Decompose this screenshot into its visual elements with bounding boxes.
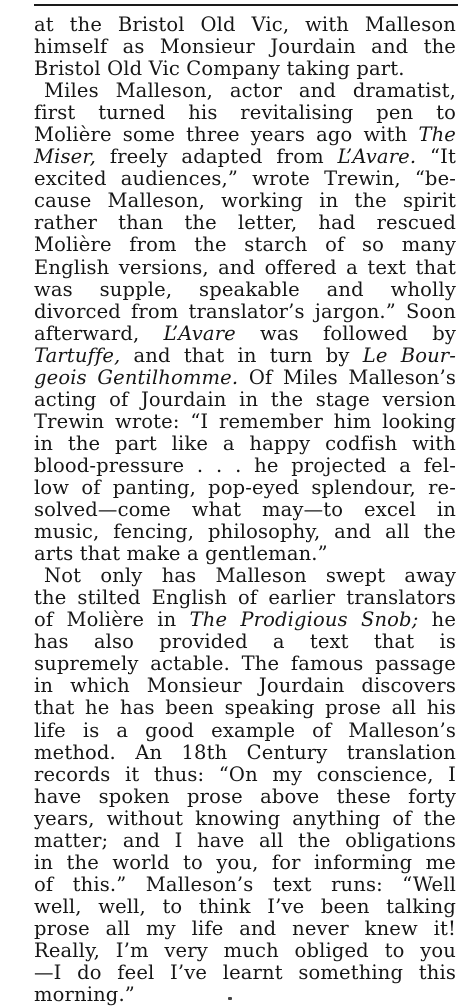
text-line [34,940,456,962]
text-line [34,345,456,367]
text-line [34,984,456,1006]
body-text: Not only has Malleson swept away [44,564,456,588]
print-speck [228,997,232,1000]
body-text: blood-pressure . . . he projected a fel- [34,453,456,477]
body-text: years, without knowing anything of the [34,806,456,830]
body-text: Molière some three years ago with [34,123,419,147]
body-text: rather than the letter, had rescued [34,211,456,235]
body-text: supremely actable. The famous passage [34,652,456,676]
text-line [34,367,456,389]
body-text: method. An 18th Century translation [34,740,456,764]
body-text: Bristol Old Vic Company taking part. [34,57,405,81]
body-text: arts that make a gentleman.” [34,542,328,566]
column-top-rule [34,4,458,6]
body-text: divorced from translator’s jargon.” Soon [34,299,456,323]
text-line [34,477,456,499]
body-text: life is a good example of Malleson’s [34,718,456,742]
body-text: Trewin wrote: “I remember him looking [34,409,456,433]
text-line [34,653,456,675]
text-line [34,852,456,874]
text-line [34,609,456,631]
italic-title-text: The Prodigious Snob; [189,608,419,632]
text-line [34,234,456,256]
body-text: the stilted English of earlier translators [34,586,456,610]
text-line [34,675,456,697]
text-line [34,543,456,565]
paragraph-p2 [34,80,456,565]
text-line [34,301,456,323]
text-line [34,808,456,830]
paragraph-p1 [34,14,456,80]
text-line [34,411,456,433]
italic-title-text: L’Avare [163,321,236,345]
text-line [34,168,456,190]
text-line [34,433,456,455]
text-line [34,499,456,521]
text-line [34,102,456,124]
body-text: music, fencing, philosophy, and all the [34,520,456,544]
body-text: matter; and I have all the obligations [34,828,456,852]
body-text: cause Malleson, working in the spirit [34,189,456,213]
body-text: Molière from the starch of so many [34,233,456,257]
text-line [34,565,456,587]
italic-title-text: Le Bour- [362,343,457,367]
italic-title-text: geois Gentilhomme. [34,365,239,389]
text-line [34,58,456,80]
text-line [34,830,456,852]
text-line [34,896,456,918]
text-line [34,918,456,940]
text-line [34,190,456,212]
body-text: that he has been speaking prose all his [34,696,456,720]
body-text: Really, I’m very much obliged to you [34,938,456,962]
body-text: freely adapted from [96,145,338,169]
text-line [34,631,456,653]
text-line [34,212,456,234]
italic-title-text: The [418,123,456,147]
body-text: records it thus: “On my conscience, I [34,762,456,786]
text-line [34,279,456,301]
body-text: in the part like a happy codfish with [34,431,456,455]
body-text: at the Bristol Old Vic, with Malleson [34,13,456,36]
body-text: solved—come what may—to excel in [34,498,456,522]
body-text: excited audiences,” wrote Trewin, “be- [34,167,456,191]
body-text: Of Miles Malleson’s [238,365,456,389]
body-text: of this.” Malleson’s text runs: “Well [34,872,456,896]
text-line [34,962,456,984]
article-column [34,14,456,1006]
text-line [34,36,456,58]
body-text: Miles Malleson, actor and dramatist, [44,79,456,103]
italic-title-text: L’Avare. [337,145,417,169]
body-text: of Molière in [34,608,190,632]
body-text: afterward, [34,321,164,345]
body-text: was followed by [235,321,456,345]
body-text: English versions, and offered a text that [34,255,456,279]
body-text: —I do feel I’ve learnt something this [34,961,456,985]
body-text: well, well, to think I’ve been talking [34,894,456,918]
body-text: has also provided a text that is [34,630,456,654]
text-line [34,874,456,896]
body-text: “It [416,145,456,169]
body-text: low of panting, pop-eyed splendour, re- [34,475,456,499]
body-text: morning.” [34,983,135,1007]
text-line [34,786,456,808]
body-text: have spoken prose above these forty [34,784,456,808]
text-line [34,389,456,411]
body-text: prose all my life and never knew it! [34,916,456,940]
text-line [34,742,456,764]
text-line [34,257,456,279]
italic-title-text: Tartuffe, [34,343,121,367]
body-text: in which Monsieur Jourdain discovers [34,674,456,698]
italic-title-text: Miser, [34,145,97,169]
body-text: in the world to you, for informing me [34,850,456,874]
text-line [34,80,456,102]
body-text: acting of Jourdain in the stage version [34,387,456,411]
text-line [34,720,456,742]
text-line [34,146,456,168]
text-line [34,455,456,477]
text-line [34,764,456,786]
body-text: was supple, speakable and wholly [34,277,456,301]
text-line [34,587,456,609]
body-text: and that in turn by [120,343,363,367]
body-text: first turned his revitalising pen to [34,101,456,125]
text-line [34,323,456,345]
text-line [34,14,456,36]
body-text: he [418,608,457,632]
text-line [34,521,456,543]
body-text: himself as Monsieur Jourdain and the [34,35,456,59]
paragraph-p3 [34,565,456,1006]
text-line [34,697,456,719]
text-line [34,124,456,146]
